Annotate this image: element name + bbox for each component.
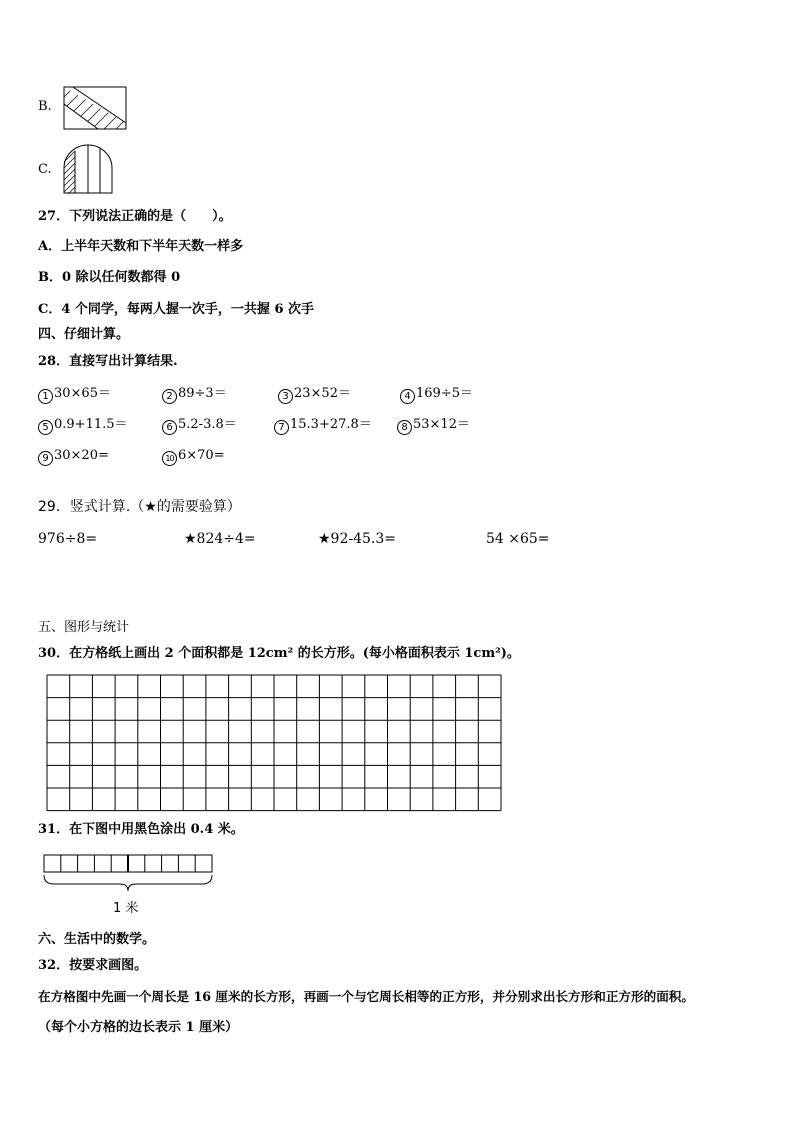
- q28-item-10: [162, 448, 225, 466]
- q27-option-a: A．上半年天数和下半年天数一样多: [38, 239, 244, 254]
- expression: 89÷3＝: [178, 386, 227, 401]
- expression: 5.2-3.8＝: [178, 417, 237, 432]
- q30-stem: 30．在方格纸上画出 2 个面积都是 12cm² 的长方形。(每小格面积表示 1cm²)。: [38, 646, 520, 661]
- expression: 53×12＝: [413, 417, 470, 432]
- circled-number: 8: [397, 420, 412, 435]
- q29-item-3: ★92-45.3=: [318, 531, 396, 547]
- circled-number: 9: [38, 451, 53, 466]
- expression: 6×70=: [178, 448, 225, 463]
- circled-number: 7: [274, 420, 289, 435]
- q28-item-4: [400, 386, 473, 404]
- section-5-heading: 五、图形与统计: [38, 620, 130, 635]
- q29-item-4: 54 ×65=: [486, 531, 550, 547]
- q29-item-1: 976÷8=: [38, 531, 98, 547]
- q27-option-c: C．4 个同学，每两人握一次手，一共握 6 次手: [38, 302, 315, 317]
- q32-stem: 32．按要求画图。: [38, 958, 148, 973]
- option-c-figure: [62, 144, 114, 194]
- q28-item-8: [397, 417, 470, 435]
- circled-number: 1: [38, 389, 53, 404]
- circled-number: 10: [162, 451, 177, 466]
- circled-number: 4: [400, 389, 415, 404]
- expression: 0.9+11.5＝: [54, 417, 128, 432]
- expression: 15.3+27.8＝: [290, 417, 372, 432]
- q31-ruler-label: 1 米: [113, 901, 139, 916]
- section-6-heading: 六、生活中的数学。: [38, 932, 156, 947]
- q28-item-3: [278, 386, 351, 404]
- q27-option-b: B．0 除以任何数都得 0: [38, 270, 181, 285]
- circled-number: 2: [162, 389, 177, 404]
- q28-stem: 28．直接写出计算结果.: [38, 354, 178, 369]
- q32-note: （每个小方格的边长表示 1 厘米）: [38, 1020, 239, 1035]
- option-b-figure: [63, 86, 127, 130]
- option-b-label: B.: [38, 99, 52, 114]
- q28-item-9: [38, 448, 109, 466]
- expression: 30×65＝: [54, 386, 111, 401]
- q31-meter-strip[interactable]: [40, 853, 216, 897]
- expression: 23×52＝: [294, 386, 351, 401]
- q31-stem: 31．在下图中用黑色涂出 0.4 米。: [38, 822, 244, 837]
- expression: 169÷5＝: [416, 386, 473, 401]
- option-c-label: C.: [38, 162, 52, 177]
- section-4-heading: 四、仔细计算。: [38, 327, 130, 342]
- q28-item-1: [38, 386, 111, 404]
- q28-item-5: [38, 417, 128, 435]
- q28-item-6: [162, 417, 237, 435]
- q29-stem: 29．竖式计算.（★的需要验算）: [38, 499, 241, 515]
- q30-square-grid[interactable]: [46, 674, 502, 812]
- q32-text: 在方格图中先画一个周长是 16 厘米的长方形，再画一个与它周长相等的正方形，并分别求出长方形和正方形的面积。: [38, 989, 694, 1004]
- circled-number: 3: [278, 389, 293, 404]
- q28-item-2: [162, 386, 227, 404]
- q29-item-2: ★824÷4=: [184, 531, 256, 547]
- q28-item-7: [274, 417, 372, 435]
- circled-number: 6: [162, 420, 177, 435]
- expression: 30×20=: [54, 448, 109, 463]
- circled-number: 5: [38, 420, 53, 435]
- q27-stem: 27．下列说法正确的是（ ）。: [38, 209, 232, 224]
